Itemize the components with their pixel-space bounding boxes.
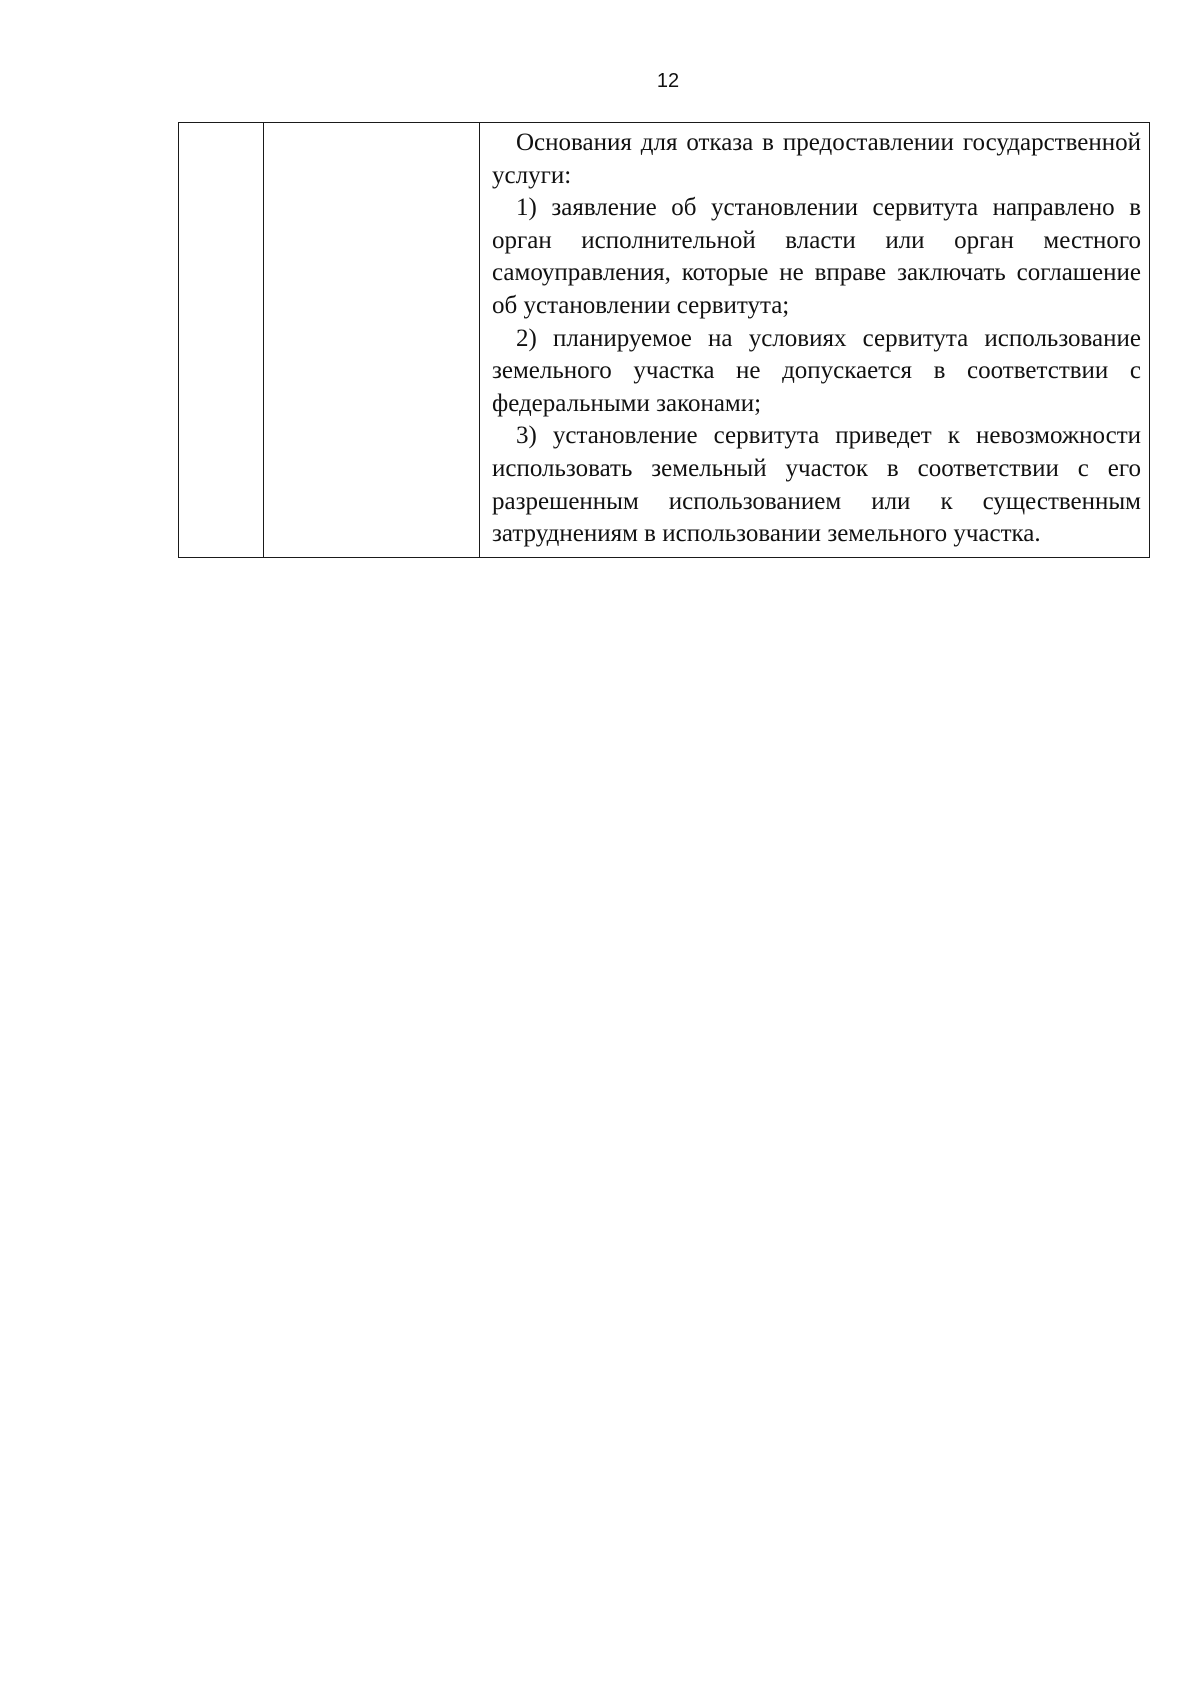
table-cell-title (264, 123, 480, 558)
refusal-ground-1: 1) заявление об установлении сервитута направлено в орган исполнительной власти или орган местного самоуправления, которые не вправе заключать соглашение об установлении сервитута; (492, 194, 1141, 319)
table-cell-number (179, 123, 264, 558)
table-row (179, 123, 1150, 558)
page-number: 12 (656, 70, 680, 92)
table-cell-content (480, 123, 1150, 558)
refusal-ground-3: 3) установление сервитута приведет к невозможности использовать земельный участок в соответствии с его разрешенным использованием или к существенным затруднениям в использовании земельного участка. (492, 422, 1141, 548)
refusal-grounds-heading: Основания для отказа в предоставлении государственной услуги: (492, 129, 1141, 189)
refusal-ground-2: 2) планируемое на условиях сервитута использование земельного участка не допускается в соответствии с федеральными законами; (492, 324, 1141, 417)
document-table (178, 122, 1150, 558)
